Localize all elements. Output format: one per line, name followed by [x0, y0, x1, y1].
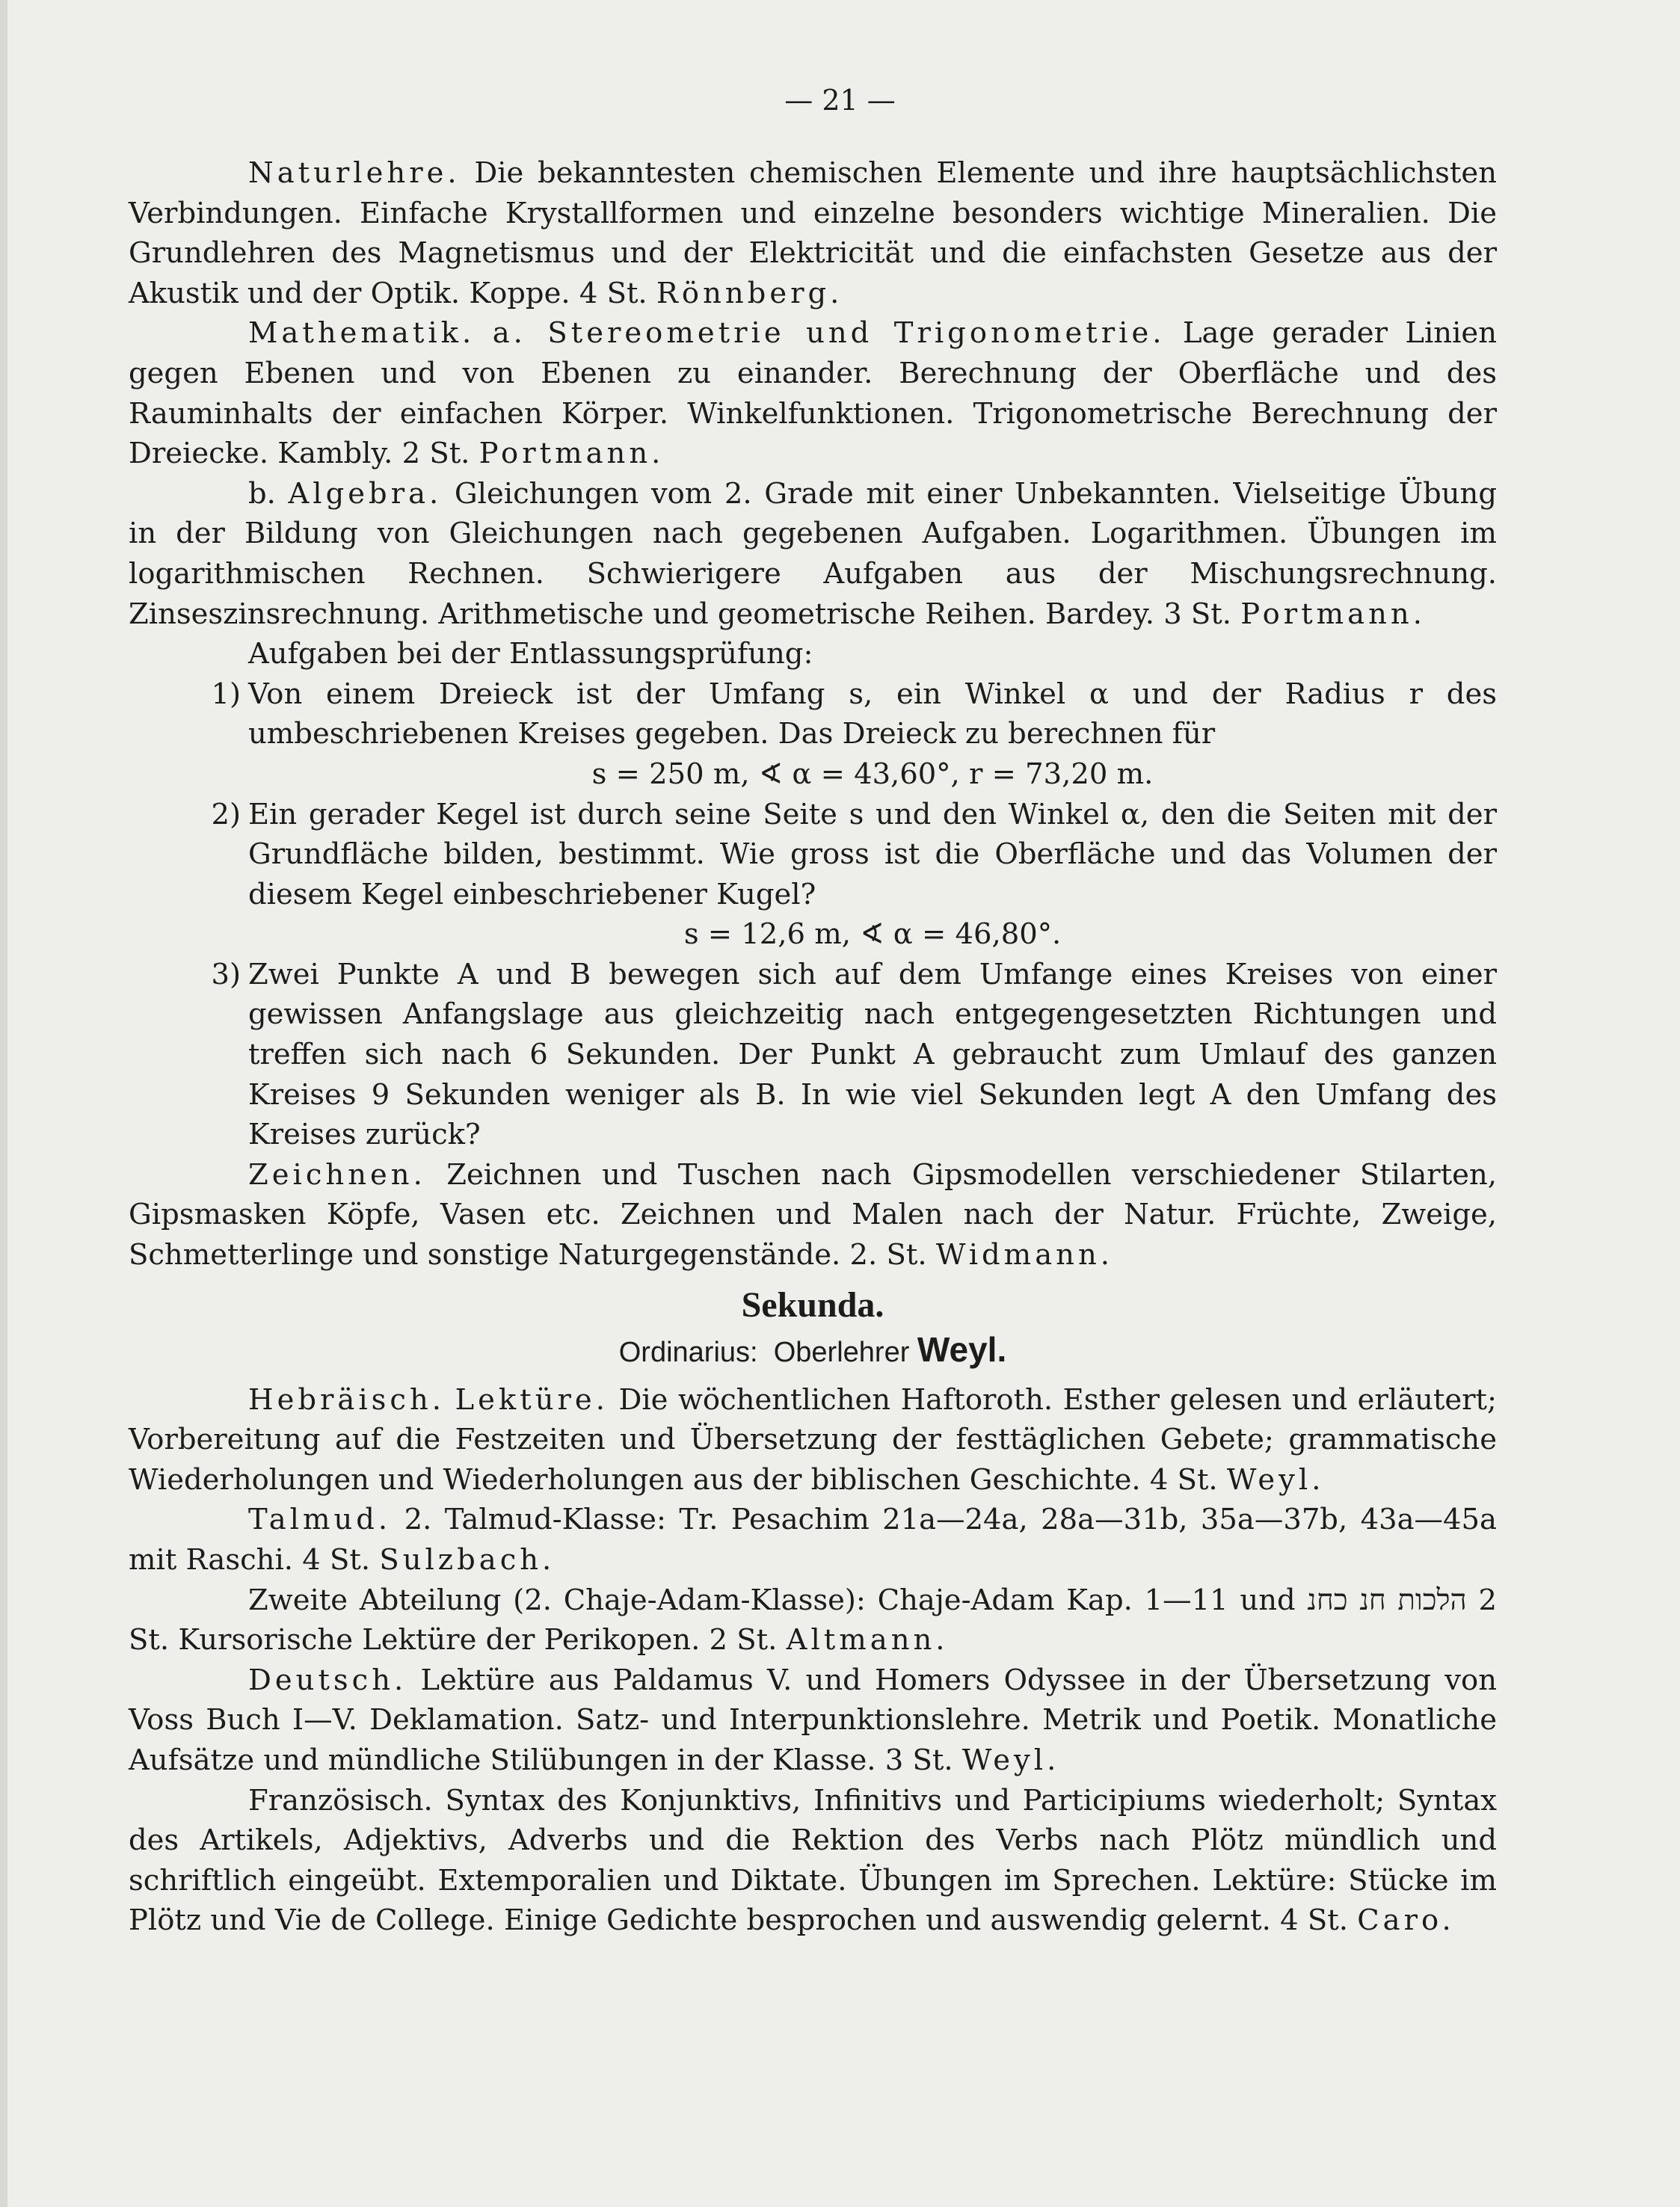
- subject-label: Mathematik.: [248, 316, 476, 351]
- paragraph-zeichnen: [129, 1155, 1497, 1275]
- exercise-text: Zwei Punkte A und B bewegen sich auf dem Umfange eines Kreises von einer gewissen Anfangslage aus gleichzeitig nach entgegengesetzten Richtungen und treffen sich nach 6 Sekunden. Der Punkt A gebraucht zum Umlauf des ganzen Kreises 9 Sekunden weniger als B. In wie viel Sekunden legt A den Umfang des Kreises zurück?: [248, 957, 1497, 1152]
- subsection-label: a. Stereometrie und Trigonometrie.: [492, 316, 1166, 351]
- teacher-name: Portmann.: [479, 437, 665, 471]
- subject-label: Hebräisch.: [248, 1382, 446, 1417]
- exercise-formula: s = 250 m, ∢ α = 43,60°, r = 73,20 m.: [591, 757, 1154, 791]
- exercise-number: 3): [211, 957, 241, 991]
- paragraph-franzoesisch: [129, 1781, 1497, 1941]
- ordinarius-role: Oberlehrer: [773, 1336, 910, 1368]
- paragraph-naturlehre: [129, 153, 1497, 313]
- paragraph-text: Die wöchentlichen Haftoroth. Esther gelesen und erläutert; Vorbereitung auf die Festzeiten und Übersetzung der festtäglichen Gebete; grammatische Wiederholungen und Wiederholungen aus der biblischen Geschichte. 4 St.: [129, 1382, 1497, 1497]
- subsection-prefix: b.: [248, 476, 276, 511]
- paragraph-zweite-abteilung: [129, 1580, 1497, 1660]
- section-ordinarius: [129, 1328, 1497, 1374]
- teacher-name: Weyl.: [961, 1743, 1060, 1777]
- paragraph-text: Gleichungen vom 2. Grade mit einer Unbekannten. Vielseitige Übung in der Bildung von Gleichungen nach gegebenen Aufgaben. Logarithmen. Übungen im logarithmischen Rechnen. Schwierigere Aufgaben aus der Mischungsrechnung. Zinseszinsrechnung. Arithmetische und geometrische Reihen. Bardey. 3 St.: [129, 476, 1497, 631]
- subsection-label: Lektüre.: [455, 1382, 609, 1417]
- paragraph-text-continued: 2 St. Kursorische Lektüre der Perikopen. 2 St.: [129, 1583, 1497, 1657]
- subject-label: Zeichnen.: [248, 1157, 426, 1192]
- paragraph-mathematik-b: [129, 474, 1497, 634]
- exercise-text: Von einem Dreieck ist der Umfang s, ein Winkel α und der Radius r des umbeschriebenen Kreises gegeben. Das Dreieck zu berechnen für: [248, 677, 1497, 751]
- teacher-name: Rönnberg.: [656, 276, 843, 310]
- ordinarius-label: Ordinarius:: [618, 1336, 758, 1368]
- paragraph-text: 2. Talmud-Klasse: Tr. Pesachim 21a—24a, 28a—31b, 35a—37b, 43a—45a mit Raschi. 4 St.: [129, 1503, 1497, 1577]
- exercise-text: Ein gerader Kegel ist durch seine Seite s und den Winkel α, den die Seiten mit der Grundfläche bilden, bestimmt. Wie gross ist die Oberfläche und das Volumen der diesem Kegel einbeschriebener Kugel?: [248, 797, 1497, 911]
- paragraph-text: Lage gerader Linien gegen Ebenen und von Ebenen zu einander. Berechnung der Oberfläche und des Rauminhalts der einfachen Körper. Winkelfunktionen. Trigonometrische Berechnung der Dreiecke. Kambly. 2 St.: [129, 316, 1498, 471]
- scan-edge: [0, 0, 7, 2207]
- subject-label: Französisch.: [248, 1783, 433, 1817]
- exercise-number: 1): [211, 677, 241, 711]
- subject-label: Naturlehre.: [248, 156, 461, 190]
- subject-label: Talmud.: [248, 1503, 392, 1537]
- paragraph-talmud: [129, 1500, 1497, 1580]
- section-title: Sekunda.: [741, 1284, 884, 1325]
- hebrew-text: הלכות חנ כחנ: [1307, 1583, 1467, 1617]
- paragraph-mathematik-a: [129, 313, 1497, 473]
- teacher-name: Altmann.: [786, 1623, 949, 1657]
- exercise-number: 2): [211, 797, 241, 831]
- teacher-name: Weyl.: [1226, 1462, 1325, 1497]
- subject-label: Deutsch.: [248, 1663, 407, 1697]
- exercise-item: [129, 674, 1497, 795]
- ordinarius-name: Weyl.: [917, 1329, 1007, 1369]
- paragraph-text: Lektüre aus Paldamus V. und Homers Odyssee in der Übersetzung von Voss Buch I—V. Deklamation. Satz- und Interpunktionslehre. Metrik und Poetik. Monatliche Aufsätze und mündliche Stilübungen in der Klasse. 3 St.: [129, 1663, 1497, 1777]
- subsection-label: Algebra.: [288, 476, 443, 511]
- paragraph-deutsch: [129, 1660, 1497, 1781]
- aufgaben-intro: Aufgaben bei der Entlassungsprüfung:: [248, 637, 813, 671]
- paragraph-text: Zeichnen und Tuschen nach Gipsmodellen verschiedener Stilarten, Gipsmasken Köpfe, Vasen etc. Zeichnen und Malen nach der Natur. Früchte, Zweige, Schmetterlinge und sonstige Naturgegenstände. 2. St.: [129, 1157, 1497, 1272]
- page-body: [129, 153, 1497, 1941]
- exercise-item: [129, 795, 1497, 955]
- paragraph-text: Syntax des Konjunktivs, Infinitivs und Participiums wiederholt; Syntax des Artikels, Adjektivs, Adverbs und die Rektion des Verbs nach Plötz mündlich und schriftlich eingeübt. Extemporalien und Diktate. Übungen im Sprechen. Lektüre: Stücke im Plötz und Vie de College. Einige Gedichte besprochen und auswendig gelernt. 4 St.: [129, 1783, 1497, 1938]
- teacher-name: Widmann.: [935, 1238, 1113, 1272]
- paragraph-hebraeisch: [129, 1380, 1497, 1500]
- paragraph-text: Zweite Abteilung (2. Chaje-Adam-Klasse): Chaje-Adam Kap. 1—11 und: [248, 1583, 1296, 1617]
- paragraph-text: Die bekanntesten chemischen Elemente und ihre hauptsächlichsten Verbindungen. Einfache Krystallformen und einzelne besonders wichtige Mineralien. Die Grundlehren des Magnetismus und der Elektricität und die einfachsten Gesetze aus der Akustik und der Optik. Koppe. 4 St.: [129, 156, 1497, 310]
- exercise-formula: s = 12,6 m, ∢ α = 46,80°.: [683, 917, 1062, 952]
- exercise-list: [129, 674, 1497, 1155]
- teacher-name: Caro.: [1357, 1903, 1455, 1938]
- teacher-name: Portmann.: [1240, 597, 1426, 631]
- exercise-item: [129, 955, 1497, 1155]
- page-number: — 21 —: [784, 84, 896, 117]
- teacher-name: Sulzbach.: [379, 1543, 556, 1577]
